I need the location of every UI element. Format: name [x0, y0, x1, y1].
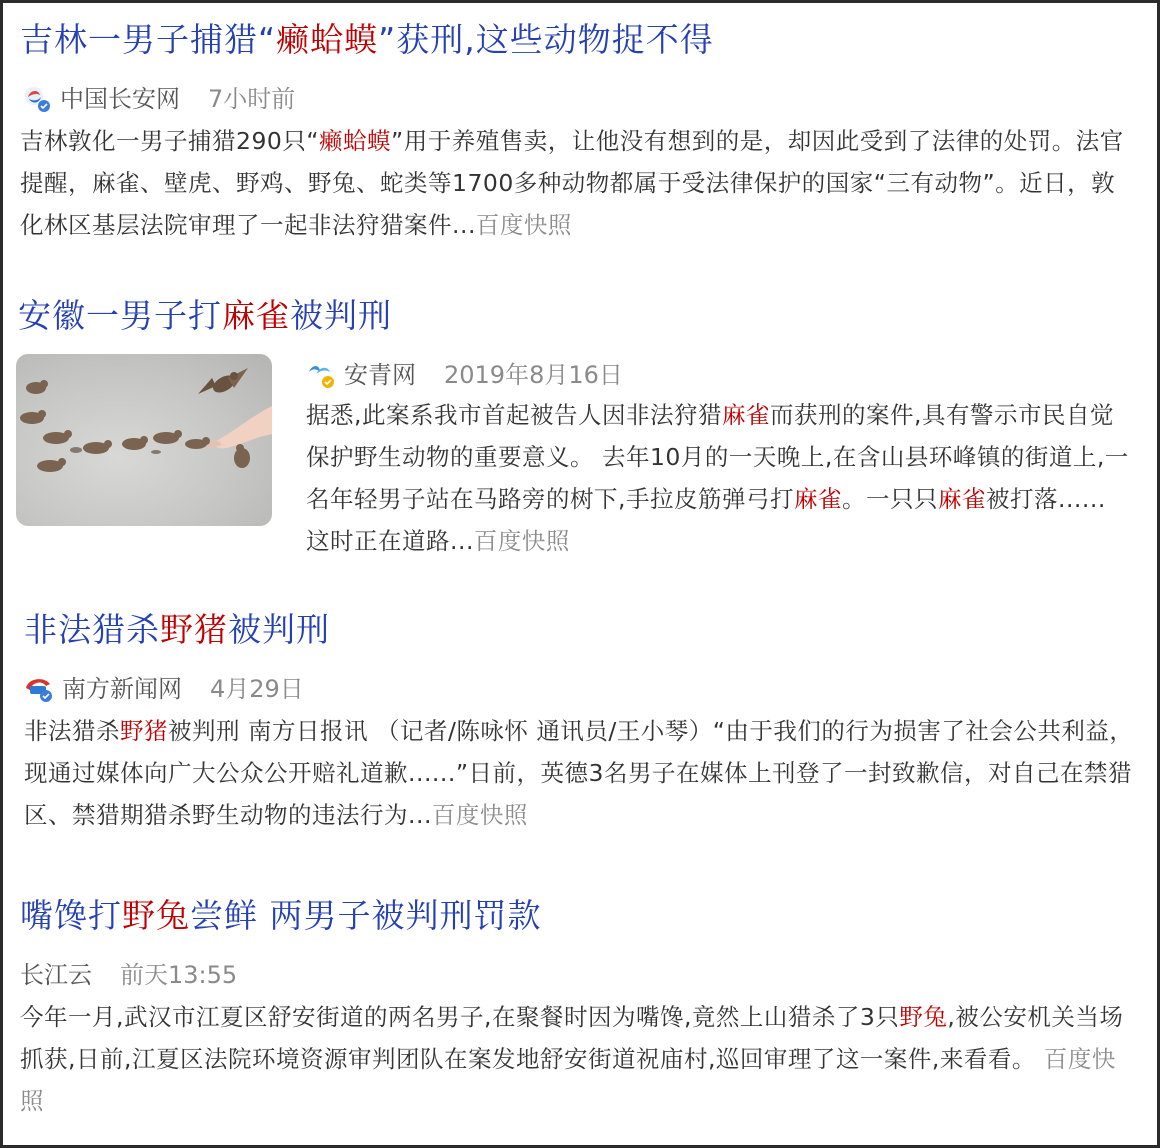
source-name[interactable]: 安青网 [344, 361, 416, 389]
result-title-2[interactable]: 安徽一男子打麻雀被判刑 [18, 296, 392, 335]
source-name[interactable]: 长江云 [20, 961, 92, 989]
result-snippet-1: 吉林敦化一男子捕猎290只“癞蛤蟆”用于养殖售卖，让他没有想到的是，却因此受到了法律的处罚。法官提醒，麻雀、壁虎、野鸡、野兔、蛇类等1700多种动物都属于受法律保护的国家“三有动物”。近日，敦化林区基层法院审理了一起非法狩猎案件...百度快照 [20, 127, 1124, 239]
publish-date: 2019年8月16日 [444, 361, 623, 389]
result-title-3[interactable]: 非法猎杀野猪被判刑 [24, 610, 330, 649]
baidu-snapshot-link[interactable]: 百度快照 [475, 211, 572, 239]
result-snippet-2: 据悉,此案系我市首起被告人因非法狩猎麻雀而获刑的案件,具有警示市民自觉保护野生动物的重要意义。 去年10月的一天晚上,在含山县环峰镇的街道上,一名年轻男子站在马路旁的树下,手拉皮筋弹弓打麻雀。一只只麻雀被打落...... 这时正在道路...百度快照 [306, 401, 1129, 555]
result-snippet-3: 非法猎杀野猪被判刑 南方日报讯 （记者/陈咏怀 通讯员/王小琴）“由于我们的行为损害了社会公共利益，现通过媒体向广大公众公开赔礼道歉......”日前，英德3名男子在媒体上刊登了一封致歉信，对自己在禁猎区、禁猎期猎杀野生动物的违法行为...百度快照 [24, 717, 1134, 829]
source-name[interactable]: 中国长安网 [60, 85, 180, 113]
publish-date: 4月29日 [210, 675, 304, 703]
verified-source-icon [24, 674, 54, 704]
result-snippet-4: 今年一月,武汉市江夏区舒安街道的两名男子,在聚餐时因为嘴馋,竟然上山猎杀了3只野兔,被公安机关当场抓获,日前,江夏区法院环境资源审判团队在案发地舒安街道祝庙村,巡回审理了这一案件,来看看。 百度快照 [20, 1003, 1124, 1115]
result-title-4[interactable]: 嘴馋打野兔尝鲜 两男子被判刑罚款 [20, 896, 542, 935]
result-meta-1 [22, 84, 295, 114]
result-meta-2 [306, 360, 623, 390]
verified-source-icon [22, 84, 52, 114]
result-meta-4 [20, 960, 237, 990]
baidu-snapshot-link[interactable]: 百度快照 [20, 1045, 1116, 1115]
sparrows-feeding-from-hand-photo[interactable] [16, 354, 272, 526]
baidu-snapshot-link[interactable]: 百度快照 [473, 527, 570, 555]
result-meta-3 [24, 674, 304, 704]
verified-source-icon [306, 360, 336, 390]
publish-date: 7小时前 [208, 85, 296, 113]
result-title-1[interactable]: 吉林一男子捕猎“癞蛤蟆”获刑,这些动物捉不得 [20, 20, 714, 59]
baidu-snapshot-link[interactable]: 百度快照 [431, 801, 528, 829]
publish-date: 前天13:55 [120, 961, 238, 989]
source-name[interactable]: 南方新闻网 [62, 675, 182, 703]
